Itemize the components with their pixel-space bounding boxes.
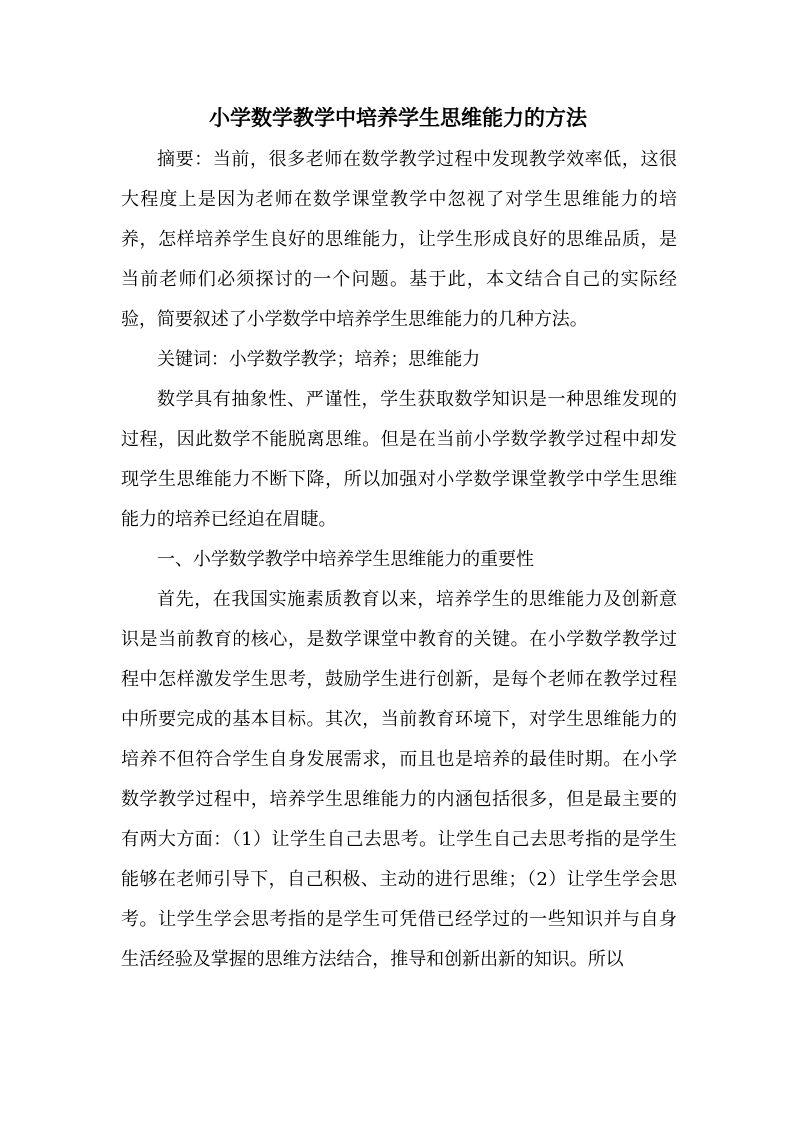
section-heading: 一、小学数学教学中培养学生思维能力的重要性	[157, 549, 534, 570]
document-title: 小学数学教学中培养学生思维能力的方法	[209, 105, 587, 130]
body-paragraph: 首先，在我国实施素质教育以来，培养学生的思维能力及创新意识是当前教育的核心，是数学课堂中教育的关键。在小学数学教学过程中怎样激发学生思考，鼓励学生进行创新，是每个老师在教学过程中所要完成的基本目标。其次，当前教育环境下，对学生思维能力的培养不但符合学生自身发展需求，而且也是培养的最佳时期。在小学数学教学过程中，培养学生思维能力的内涵包括很多，但是最主要的有两大方面：（1）让学生自己去思考。让学生自己去思考指的是学生能够在老师引导下，自己积极、主动的进行思维；（2）让学生学会思考。让学生学会思考指的是学生可凭借已经学过的一些知识并与自身生活经验及掌握的思维方法结合，推导和创新出新的知识。所以	[121, 589, 677, 970]
document-body	[121, 140, 677, 980]
abstract-paragraph: 摘要：当前，很多老师在数学教学过程中发现教学效率低，这很大程度上是因为老师在数学课堂教学中忽视了对学生思维能力的培养，怎样培养学生良好的思维能力，让学生形成良好的思维品质，是当前老师们必须探讨的一个问题。基于此，本文结合自己的实际经验，简要叙述了小学数学中培养学生思维能力的几种方法。	[121, 149, 677, 330]
keywords-paragraph: 关键词：小学数学教学；培养；思维能力	[157, 349, 481, 370]
intro-paragraph: 数学具有抽象性、严谨性，学生获取数学知识是一种思维发现的过程，因此数学不能脱离思维。但是在当前小学数学教学过程中却发现学生思维能力不断下降，所以加强对小学数学课堂教学中学生思维能力的培养已经迫在眉睫。	[121, 389, 677, 530]
